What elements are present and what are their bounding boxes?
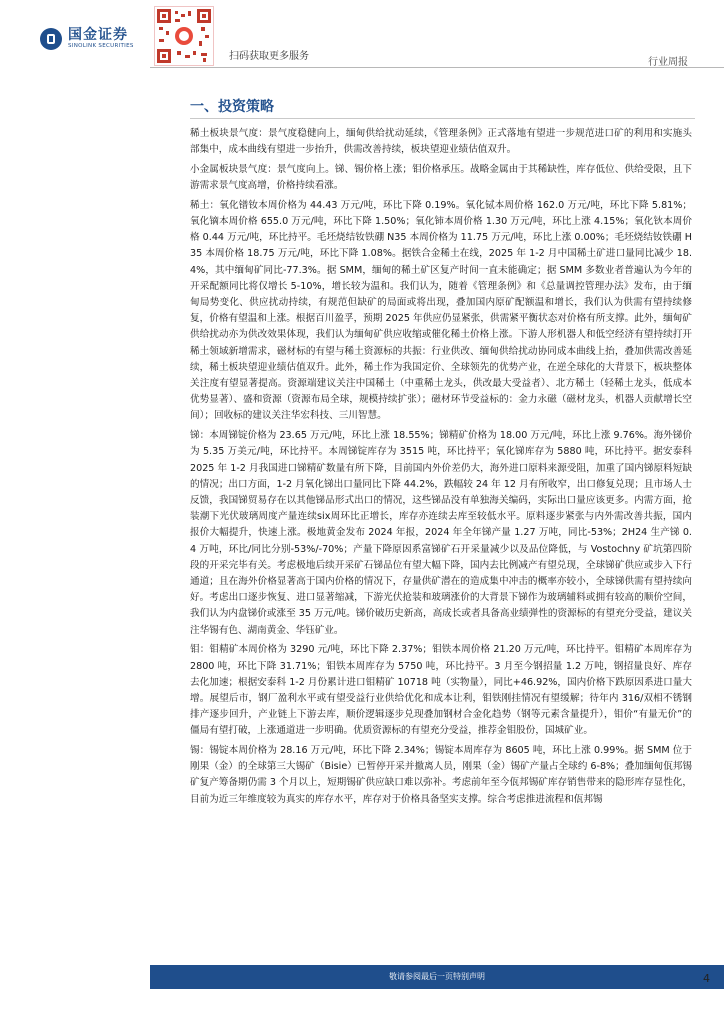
brand-name-cn: 国金证券 bbox=[68, 27, 128, 44]
paragraph-antimony: 锑：本周锑锭价格为 23.65 万元/吨，环比上涨 18.55%；锑精矿价格为 18.00 万元/吨，环比上涨 9.76%。海外锑价为 5.35 万美元/吨，环比持平。本周锑锭库存为 3515 吨，环比持平；氧化锑库存为 5880 吨，环比持平。据安泰科 2025 年 1-2 月我国进口锑精矿数量有所下降，目前国内外价差仍大，海外进口原料来源受阻，加重了国内锑原料短缺的情况；出口方面，1-2 月氧化锑出口量同比下降 44.2%，跌幅较 24 年 12 月有所收窄，出口修复兑现；且市场人士反馈，我国锑贸易存在以其他锑品形式出口的情况，这些锑品没有单独海关编码，实际出口量应该更多。内需方面，抢装潮下光伏玻璃周度产量连续six周环比正增长，库存亦连续去库至较低水平。原料逐步紧张与内外需改善共振，国内报价大幅提升，快速上涨。极地黄金发布 2024 年报，2024 年全年锑产量 1.27 万吨，同比-53%；2H24 生产锑 0.4 万吨，环比/同比分别-53%/-70%；产量下降原因系富锑矿石开采量减少以及品位降低，与 Vostochny 矿坑第四阶段的开采完毕有关。考虑极地后续开采矿石锑品位有望大幅下降，国内去比例减产有望兑现，全球锑矿供应或步入下行通道；且在海外价格显著高于国内价格的情况下，存量供矿潜在的造成集中冲击的概率亦较小，全球锑供需有望持续向好。考虑出口逐步恢复、进口显著缩减，下游光伏抢装和玻璃涨价的大背景下锑作为玻璃辅料或拥有较高的顺价空间，我们认为内盘锑价或涨至 35 万元/吨。锑价破历史新高，高成长或者具备高业绩弹性的资源标的有望充分受益，建议关注华锡有色、湖南黄金、华钰矿业。 bbox=[190, 430, 692, 636]
brand-name-en: SINOLINK SECURITIES bbox=[68, 43, 134, 50]
qr-code-icon[interactable] bbox=[154, 6, 214, 66]
report-body bbox=[190, 126, 692, 811]
footer-bar bbox=[150, 965, 724, 989]
paragraph-tin: 锡：锡锭本周价格为 28.16 万元/吨，环比下降 2.34%；锡锭本周库存为 8605 吨，环比上涨 0.99%。据 SMM 位于刚果（金）的全球第三大锡矿（Bisie）已暂停开采并撤离人员，刚果（金）锡矿产量占全球约 6-8%；叠加缅甸佤邦锡矿复产筹备期仍需 3 个月以上，短期锡矿供应缺口难以弥补。考虑前年至今佤邦锡矿库存销售带来的隐形库存显性化，目前为近三年维度较为真实的库存水平，库存对于价格具备坚实支撑。综合考虑推进流程和佤邦锡 bbox=[190, 745, 692, 805]
page-header bbox=[0, 0, 724, 68]
header-divider bbox=[150, 67, 724, 68]
brand-logo bbox=[40, 28, 134, 50]
footer-disclaimer: 敬请参阅最后一页特别声明 bbox=[389, 972, 485, 981]
paragraph-rare-earth-sector: 稀土板块景气度：景气度稳健向上，缅甸供给扰动延续，《管理条例》正式落地有望进一步规范进口矿的利用和实施头部集中，成本曲线有望进一步抬升，供需改善持续，板块望迎业绩估值双升。 bbox=[190, 128, 692, 156]
brand-logo-icon bbox=[40, 28, 62, 50]
section-title: 一、投资策略 bbox=[190, 99, 274, 115]
paragraph-rare-earth: 稀土：氧化镨钕本周价格为 44.43 万元/吨，环比下降 0.19%。氧化铽本周价格 162.0 万元/吨，环比下降 5.81%；氧化镝本周价格 655.0 万元/吨，环比下降 1.50%；氧化铈本周价格 1.30 万元/吨，环比上涨 4.15%；氧化钬本周价格 0.44 万元/吨，环比持平。毛坯烧结钕铁硼 N35 本周价格为 11.75 万元/吨，环比上涨 0.00%；毛坯烧结钕铁硼 H35 本周价格 18.75 万元/吨，环比下降 1.08%。据铁合金稀土在线，2025 年 1-2 月中国稀土矿进口量同比减少 18.4%，其中缅甸矿同比-77.3%。据 SMM，缅甸的稀土矿区复产时间一直未能确定；据 SMM 多数业者普遍认为今年的开采配额同比将仅增长 5-10%，增长较为温和。我们认为，随着《管理条例》和《总量调控管理办法》发布，由于缅甸局势变化、供应扰动持续，有规范但缺矿的局面或将出现，叠加国内原矿配额温和增长，我们认为供需有望持续修复，价格有望温和上涨。根据百川盈孚，预期 2025 年供应仍显紧张，供需紧平衡状态对价格有所支撑。此外，缅甸矿供给扰动亦为供改效果体现，我们认为缅甸矿供应收缩或催化稀土价格上涨。下游人形机器人和低空经济有望持续打开稀土领域新增需求，磁材标的有望与稀土资源标的共振：行业供改、缅甸供给扰动协同成本曲线上抬，叠加供需改善延续，稀土板块望迎业绩估值双升。此外，稀土作为我国定价、全球领先的优势产业，在逆全球化的大背景下，板块整体关注度有望显著提高。资源端建议关注中国稀土（中重稀土龙头，供改最大受益者）、北方稀土（轻稀土龙头，低成本优势显著）、盛和资源（资源布局全球，规模持续扩张）；磁材环节受益标的：金力永磁（磁材龙头，机器人贡献增长空间）；回收标的建议关注华宏科技、三川智慧。 bbox=[190, 199, 692, 422]
page-number: 4 bbox=[703, 972, 710, 985]
qr-caption: 扫码获取更多服务 bbox=[229, 51, 309, 62]
paragraph-molybdenum: 钼：钼精矿本周价格为 3290 元/吨，环比下降 2.37%；钼铁本周价格 21.20 万元/吨，环比持平。钼精矿本周库存为 2800 吨，环比下降 31.71%；钼铁本周库存为 5750 吨，环比持平。3 月至今钢招量 1.2 万吨，钢招量良好、库存去化加速；根据安泰科 1-2 月份累计进口钼精矿 10718 吨（实物量），同比+46.92%，国内价格下跌原因系进口量大增。展望后市，钢厂盈利水平或有望受益行业供给优化和成本让利，钼铁刚挂情况有望缓解；待年内 316/双相不锈钢排产逐步回升，产业链上下游去库，顺价逻辑逐步兑现叠加钢材合金化趋势（钢等元素含量提升），钼价“有量无价”的僵局有望打破，上涨通道进一步明确。优质资源标的有望充分受益，推荐金钼股份，国城矿业。 bbox=[190, 644, 692, 737]
paragraph-minor-metals-sector: 小金属板块景气度：景气度向上。锑、锡价格上涨；钼价格承压。战略金属由于其稀缺性，库存低位、供给受限，且下游需求景气度高增，价格持续看涨。 bbox=[190, 163, 692, 192]
report-type-label: 行业周报 bbox=[648, 57, 688, 68]
section-divider bbox=[190, 118, 695, 119]
